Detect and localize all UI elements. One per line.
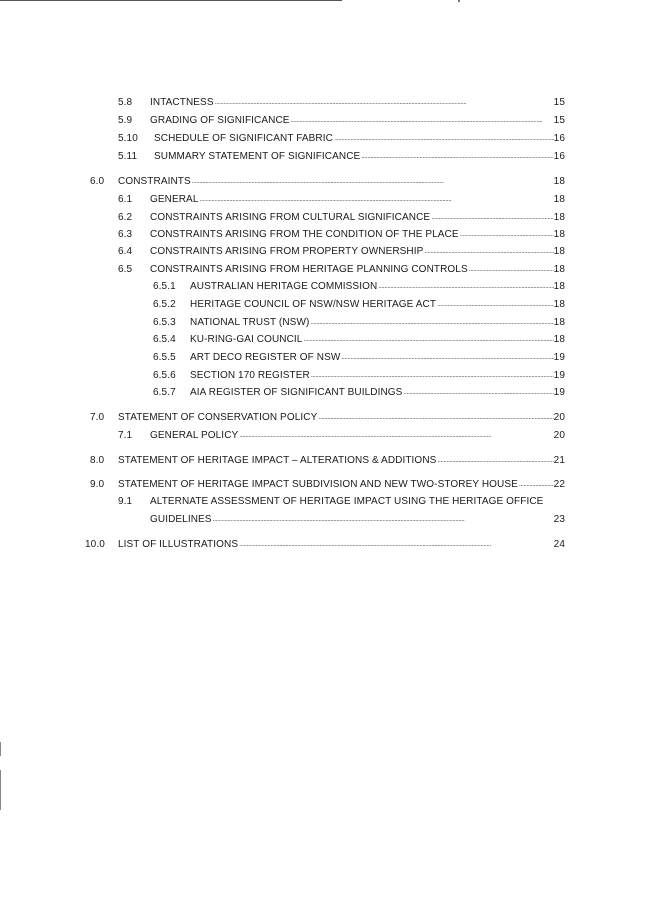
dot-leader: [377, 279, 553, 295]
toc-entry[interactable]: [0, 368, 656, 384]
toc-entry-page: 22: [553, 479, 565, 490]
dot-leader: [212, 512, 554, 528]
toc-entry[interactable]: [0, 131, 656, 147]
dot-leader: [309, 315, 553, 331]
toc-entry[interactable]: [0, 332, 656, 348]
dot-leader: [317, 410, 553, 426]
toc-entry[interactable]: [0, 149, 656, 165]
toc-entry-number: 6.5.3: [153, 317, 176, 328]
toc-entry[interactable]: [0, 227, 656, 243]
dot-leader: [518, 477, 554, 493]
toc-entry-page: 24: [553, 539, 565, 550]
scan-edge-line: [0, 0, 342, 1]
toc-entry[interactable]: [0, 537, 656, 553]
toc-entry-title: NATIONAL TRUST (NSW): [190, 317, 310, 328]
toc-entry-title: GENERAL POLICY: [150, 430, 239, 441]
toc-entry-title: HERITAGE COUNCIL OF NSW/NSW HERITAGE ACT: [190, 299, 437, 310]
toc-entry-number: 10.0: [85, 539, 105, 550]
toc-entry-number: 9.1: [118, 496, 133, 507]
toc-entry-title: STATEMENT OF HERITAGE IMPACT – ALTERATIONS & ADDITIONS: [118, 455, 437, 466]
toc-entry-number: 6.1: [118, 194, 133, 205]
toc-entry[interactable]: [0, 315, 656, 331]
toc-entry-number: 5.9: [118, 115, 133, 126]
toc-entry-page: 19: [553, 370, 565, 381]
toc-entry-number: 6.5.4: [153, 334, 176, 345]
toc-entry[interactable]: [0, 174, 656, 190]
toc-entry-page: 18: [553, 281, 565, 292]
toc-entry-page: 21: [553, 455, 565, 466]
dot-leader: [333, 131, 554, 147]
dot-leader: [430, 210, 553, 226]
toc-entry-page: 19: [553, 387, 565, 398]
toc-entry-page: 18: [553, 229, 565, 240]
toc-entry[interactable]: [0, 244, 656, 260]
toc-entry-title: CONSTRAINTS ARISING FROM PROPERTY OWNERSHIP: [150, 246, 424, 257]
toc-entry-page: 18: [553, 212, 565, 223]
toc-entry-title: SECTION 170 REGISTER: [190, 370, 310, 381]
toc-entry[interactable]: [0, 192, 656, 208]
dot-leader: [310, 368, 554, 384]
toc-entry[interactable]: [0, 410, 656, 426]
dot-leader: [468, 262, 554, 278]
toc-entry[interactable]: [0, 477, 656, 493]
toc-entry-page: 18: [553, 176, 565, 187]
toc-entry[interactable]: [0, 453, 656, 469]
toc-entry-number: 6.2: [118, 212, 133, 223]
dot-leader: [238, 537, 554, 553]
toc-entry-title: INTACTNESS: [150, 97, 214, 108]
toc-entry-continuation[interactable]: [0, 512, 656, 528]
dot-leader: [436, 297, 554, 313]
dot-leader: [340, 350, 553, 366]
dot-leader: [459, 227, 554, 243]
toc-entry[interactable]: [0, 350, 656, 366]
toc-entry-page: 19: [553, 352, 565, 363]
toc-entry-number: 9.0: [90, 479, 105, 490]
toc-entry-page: 18: [553, 334, 565, 345]
dot-leader: [402, 385, 553, 401]
toc-entry[interactable]: [0, 494, 656, 510]
dot-leader: [191, 174, 554, 190]
toc-entry-number: 7.0: [90, 412, 105, 423]
toc-entry[interactable]: [0, 428, 656, 444]
toc-entry-page: 20: [553, 430, 565, 441]
dot-leader: [290, 113, 554, 129]
toc-entry-page: 16: [553, 151, 565, 162]
toc-entry-number: 6.5.1: [153, 281, 176, 292]
toc-entry-page: 23: [553, 514, 565, 525]
toc-entry-number: 5.10: [118, 133, 138, 144]
toc-entry-title: GENERAL: [150, 194, 199, 205]
toc-entry-number: 6.5: [118, 264, 133, 275]
toc-entry-title: KU-RING-GAI COUNCIL: [190, 334, 303, 345]
toc-entry[interactable]: [0, 262, 656, 278]
toc-entry-title: STATEMENT OF CONSERVATION POLICY: [118, 412, 318, 423]
toc-entry-title: AUSTRALIAN HERITAGE COMMISSION: [190, 281, 378, 292]
dot-leader: [238, 428, 553, 444]
toc-entry-title: CONSTRAINTS ARISING FROM CULTURAL SIGNIFICANCE: [150, 212, 431, 223]
toc-entry-number: 6.0: [90, 176, 105, 187]
toc-entry[interactable]: [0, 113, 656, 129]
toc-entry-title: LIST OF ILLUSTRATIONS: [118, 539, 239, 550]
toc-entry-number: 6.5.7: [153, 387, 176, 398]
dot-leader: [302, 332, 553, 348]
toc-entry-page: 16: [553, 133, 565, 144]
toc-entry-number: 6.5.2: [153, 299, 176, 310]
dot-leader: [436, 453, 553, 469]
toc-entry-title-continued: GUIDELINES: [150, 514, 212, 525]
toc-entry-page: 18: [553, 264, 565, 275]
toc-entry-title: CONSTRAINTS ARISING FROM HERITAGE PLANNING CONTROLS: [150, 264, 468, 275]
toc-entry[interactable]: [0, 95, 656, 111]
toc-entry-page: 15: [553, 115, 565, 126]
toc-entry[interactable]: [0, 210, 656, 226]
dot-leader: [214, 95, 554, 111]
toc-entry-title: GRADING OF SIGNIFICANCE: [150, 115, 290, 126]
scan-left-mark: [0, 742, 1, 756]
toc-entry-number: 5.8: [118, 97, 133, 108]
toc-entry-number: 5.11: [118, 151, 138, 162]
toc-entry-title: CONSTRAINTS: [118, 176, 191, 187]
toc-entry-page: 18: [553, 317, 565, 328]
toc-entry[interactable]: [0, 297, 656, 313]
toc-entry-title: STATEMENT OF HERITAGE IMPACT SUBDIVISION AND NEW TWO-STOREY HOUSE: [118, 479, 518, 490]
toc-entry-page: 18: [553, 194, 565, 205]
scan-speck: [458, 0, 460, 2]
dot-leader: [199, 192, 554, 208]
toc-entry-number: 6.3: [118, 229, 133, 240]
toc-entry-page: 18: [553, 246, 565, 257]
toc-entry-title: SCHEDULE OF SIGNIFICANT FABRIC: [154, 133, 333, 144]
toc-entry-number: 6.5.5: [153, 352, 176, 363]
toc-entry-number: 8.0: [90, 455, 105, 466]
toc-entry-number: 7.1: [118, 430, 133, 441]
toc-entry-number: 6.4: [118, 246, 133, 257]
toc-entry-number: 6.5.6: [153, 370, 176, 381]
toc-entry-page: 15: [553, 97, 565, 108]
toc-entry[interactable]: [0, 279, 656, 295]
toc-entry-title: AIA REGISTER OF SIGNIFICANT BUILDINGS: [190, 387, 403, 398]
toc-entry[interactable]: [0, 385, 656, 401]
toc-entry-title: ALTERNATE ASSESSMENT OF HERITAGE IMPACT USING THE HERITAGE OFFICE: [150, 496, 544, 507]
scan-left-mark: [0, 770, 1, 810]
toc-entry-title: SUMMARY STATEMENT OF SIGNIFICANCE: [154, 151, 361, 162]
toc-entry-page: 20: [553, 412, 565, 423]
toc-entry-title: ART DECO REGISTER OF NSW: [190, 352, 341, 363]
toc-entry-page: 18: [553, 299, 565, 310]
dot-leader: [360, 149, 553, 165]
dot-leader: [423, 244, 553, 260]
toc-entry-title: CONSTRAINTS ARISING FROM THE CONDITION OF THE PLACE: [150, 229, 459, 240]
